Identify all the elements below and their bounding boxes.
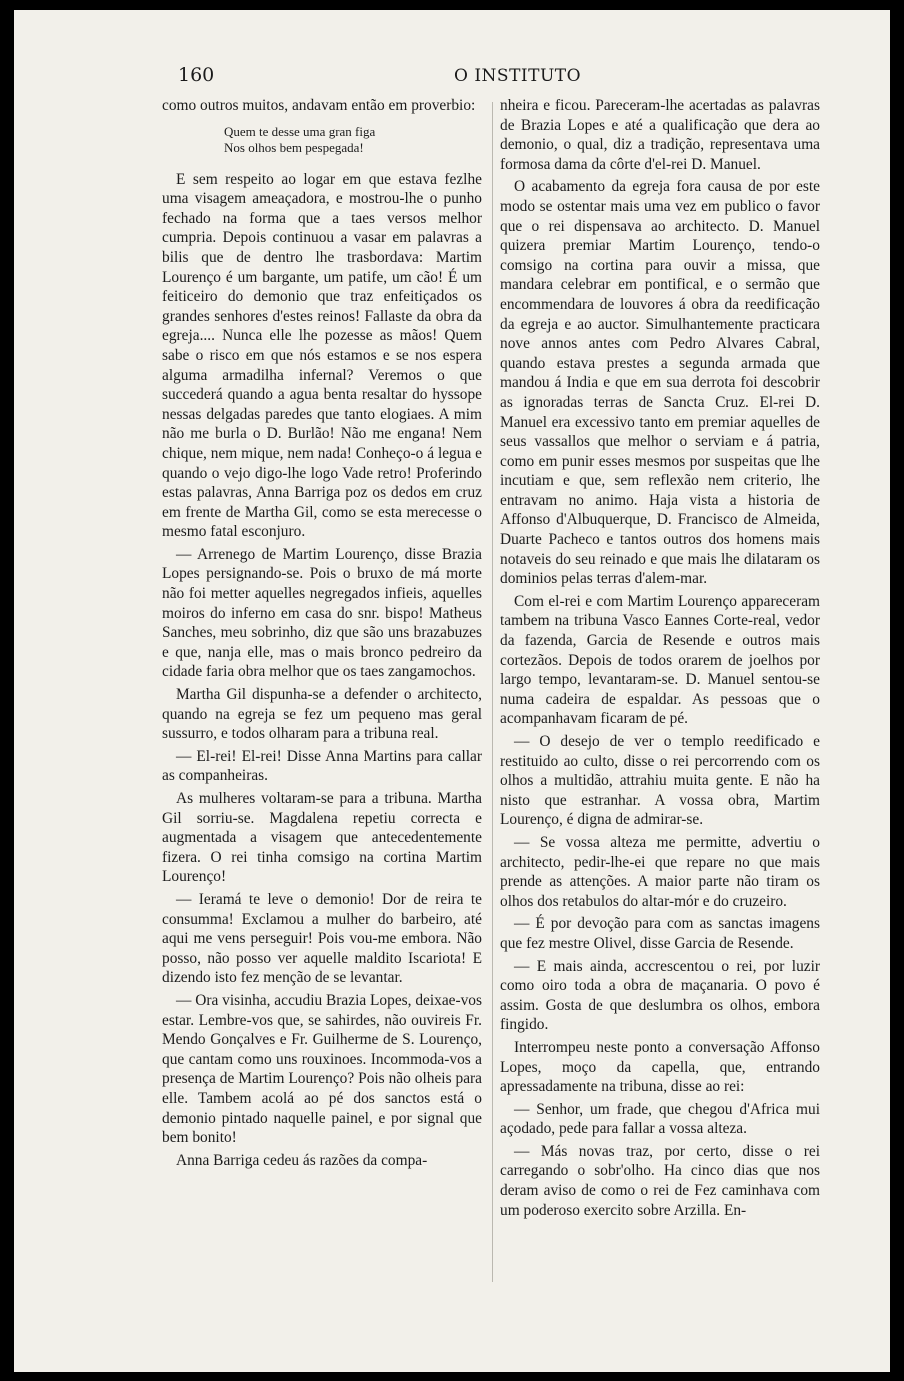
paragraph: nheira e ficou. Pareceram-lhe acertadas as palavras de Brazia Lopes e até a qualificação que dera ao demonio, o qual, diz a tradição, representava uma formosa dama da côrte d'el-rei D. Manuel.: [500, 97, 820, 173]
right-text-column: [500, 96, 820, 1276]
paragraph: — Ora visinha, accudiu Brazia Lopes, deixae-vos estar. Lembre-vos que, se sahirdes, não ouvireis Fr. Mendo Gonçalves e Fr. Guilherme de S. Lourenço, que cantam como uns rouxinoes. Incommoda-vos a presença de Martim Lourenço? Pois não olheis para elle. Tambem acolá ao pé dos sanctos está o demonio pintado naquelle painel, e por signal que bem bonito!: [162, 991, 482, 1147]
paragraph: — El-rei! El-rei! Disse Anna Martins para callar as companheiras.: [162, 747, 482, 785]
paragraph: — Senhor, um frade, que chegou d'Africa mui açodado, pede para fallar a vossa alteza.: [500, 1100, 820, 1138]
verse-line: Quem te desse uma gran figa: [224, 123, 376, 139]
paragraph: — Más novas traz, por certo, disse o rei carregando o sobr'olho. Ha cinco dias que nos deram aviso de como o rei de Fez caminhava com um poderoso exercito sobre Arzilla. En-: [500, 1142, 820, 1219]
column-divider: [492, 102, 493, 1282]
paragraph: O acabamento da egreja fora causa de por este modo se ostentar mais uma vez em publico o favor que o rei dispensava ao architecto. D. Manuel quizera premiar Martim Lourenço, tendo-o comsigo na cortina para ouvir a missa, que mandara celebrar em pontifical, e o sermão que encommendara de louvores á obra da reedificação da egreja e ao auctor. Simulhantemente practicara nove annos antes com Pedro Alvares Cabral, quando estava prestes a segunda armada que mandou á India e que em sua derrota foi descobrir as ignoradas terras de Sancta Cruz. El-rei D. Manuel era excessivo tanto em premiar aquelles de seus vassallos que melhor o serviam e á patria, como em punir esses mesmos por suspeitas que lhe incutiam e que, sem reflexão nem criterio, lhe entravam no animo. Haja vista a historia de Affonso d'Albuquerque, D. Francisco de Almeida, Duarte Pacheco e tantos outros dos homens mais notaveis do seu reinado e que mais lhe dilataram os dominios pelas terras d'alem-mar.: [500, 178, 820, 588]
paragraph: Com el-rei e com Martim Lourenço appareceram tambem na tribuna Vasco Eannes Corte-real, vedor da fazenda, Garcia de Resende e outros mais cortezãos. Depois de todos orarem de joelhos por largo tempo, levantaram-se. D. Manuel sentou-se numa cadeira de espaldar. As pessoas que o acompanhavam ficaram de pé.: [500, 592, 820, 728]
paragraph: — Arrenego de Martim Lourenço, disse Brazia Lopes persignando-se. Pois o bruxo de má morte não foi metter aquelles negregados infieis, aquelles moiros do inferno em casa do snr. bispo! Matheus Sanches, meu sobrinho, diz que são uns brazabuzes e que, nanja elle, mas o mais bronco pedreiro da cidade faria obra melhor que os taes zangamochos.: [162, 545, 482, 681]
paragraph: como outros muitos, andavam então em proverbio:: [162, 97, 476, 114]
paragraph: — E mais ainda, accrescentou o rei, por luzir como oiro toda a obra de maçanaria. O povo é assim. Gosta de que deslumbra os olhos, embora fingido.: [500, 957, 820, 1034]
verse-line: Nos olhos bem pespegada!: [224, 139, 364, 155]
paragraph: Interrompeu neste ponto a conversação Affonso Lopes, moço da capella, que, entrando apressadamente na tribuna, disse ao rei:: [500, 1038, 820, 1096]
paragraph: — O desejo de ver o templo reedificado e restituido ao culto, disse o rei percorrendo com os olhos a multidão, attrahiu muita gente. E não ha nisto que estranhar. A vossa obra, Martim Lourenço, é digna de admirar-se.: [500, 733, 820, 829]
paragraph: Martha Gil dispunha-se a defender o architecto, quando na egreja se fez um pequeno mas geral sussurro, e todos olharam para a tribuna real.: [162, 686, 482, 743]
paragraph: — Ieramá te leve o demonio! Dor de reira te consumma! Exclamou a mulher do barbeiro, até aqui me vens perseguir! Pois vou-me embora. Não posso, não posso ver aquelle maldito Iscariota! E dizendo isto fez menção de se levantar.: [162, 890, 482, 987]
paragraph: As mulheres voltaram-se para a tribuna. Martha Gil sorriu-se. Magdalena repetiu correcta e augmentada a visagem que antecedentemente fizera. O rei tinha comsigo na cortina Martim Lourenço!: [162, 790, 482, 886]
running-title: O INSTITUTO: [454, 66, 582, 86]
book-page: [14, 10, 890, 1372]
paragraph: — É por devoção para com as sanctas imagens que fez mestre Olivel, disse Garcia de Resende.: [500, 915, 820, 952]
verse-quote: [224, 124, 482, 156]
paragraph: Anna Barriga cedeu ás razões da compa-: [176, 1151, 428, 1169]
page-header: [178, 64, 858, 94]
page-number: 160: [178, 64, 215, 86]
paragraph: E sem respeito ao logar em que estava fezlhe uma visagem ameaçadora, e mostrou-lhe o punho fechado na forma que a taes versos melhor cumpria. Depois continuou a vasar em palavras a bilis que de dentro lhe trasbordava: Martim Lourenço é um bargante, um patife, um cão! É um feiticeiro do demonio que traz enfeitiçados os grandes senhores d'estes reinos! Fallaste da obra da egreja.... Nunca elle lhe pozesse as mãos! Quem sabe o risco em que nós estamos e se nos espera alguma armadilha infernal? Veremos o que succederá quando a agua benta resaltar do hyssope nessas delgadas paredes que tanto elogiaes. A mim não me burla o D. Burlão! Não me engana! Nem chique, nem mique, nem nada! Conheço-o á legua e quando o vejo digo-lhe logo Vade retro! Proferindo estas palavras, Anna Barriga poz os dedos em cruz em frente de Martha Gil, como se esta merecesse o mesmo fatal esconjuro.: [162, 170, 482, 541]
left-text-column: [162, 96, 482, 1276]
paragraph: — Se vossa alteza me permitte, advertiu o architecto, pedir-lhe-ei que repare no que mais prende as attenções. A maior parte não tiram os olhos dos retabulos do altar-mór e do cruzeiro.: [500, 833, 820, 910]
